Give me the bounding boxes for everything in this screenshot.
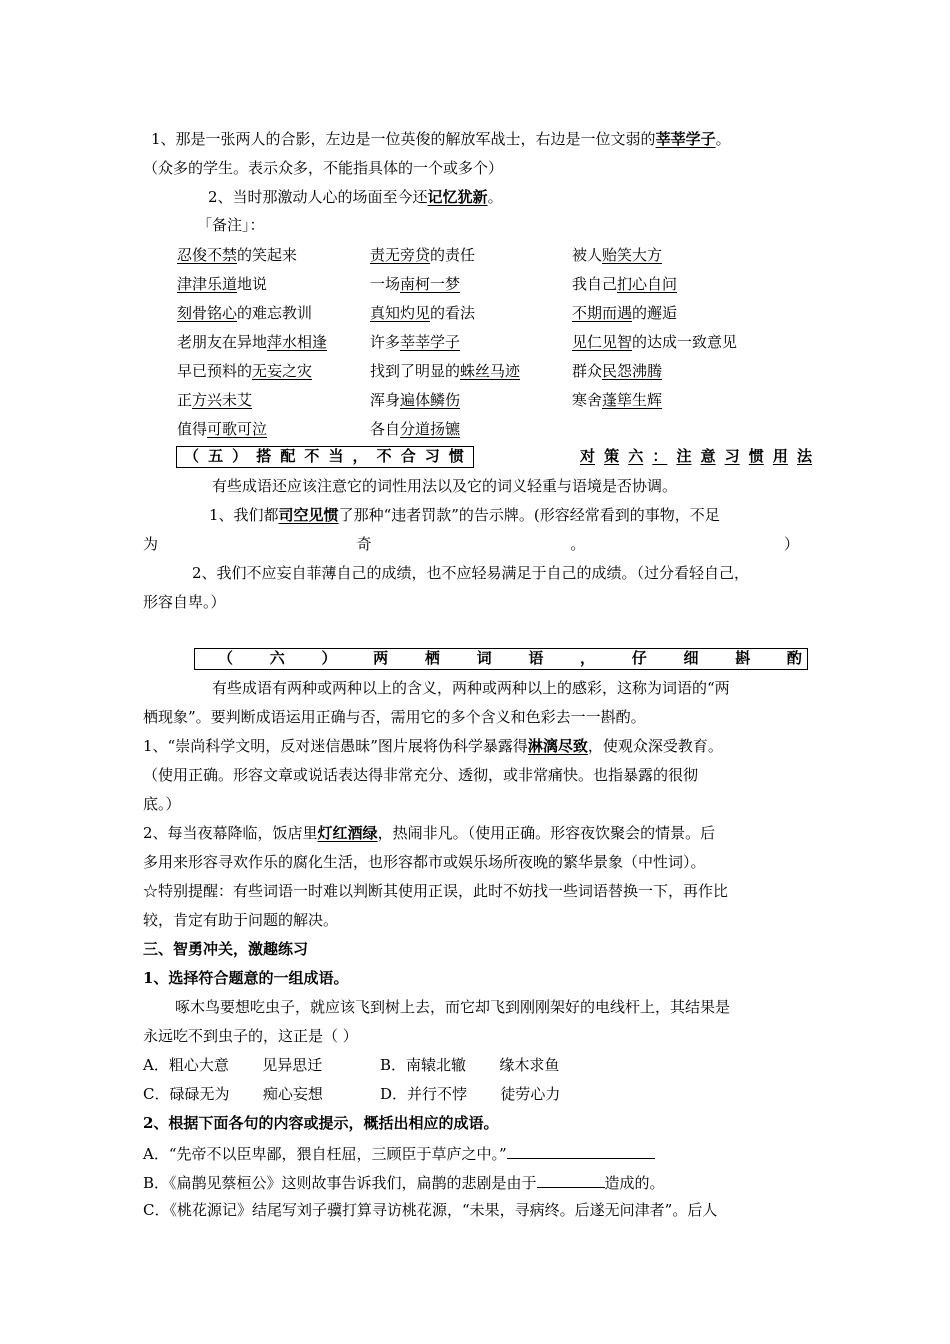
heading-char: 用 (772, 447, 788, 465)
heading-char: 配 (280, 447, 296, 465)
idiom-item (177, 332, 327, 354)
question-2-c: C．《桃花源记》结尾写刘子骥打算寻访桃花源，“未果，寻病终。后遂无问津者”。后人 (143, 1201, 718, 1219)
idiom-word: 责无旁贷 (370, 246, 431, 264)
idiom-word: 南柯一梦 (400, 275, 461, 293)
option-b: B．南辕北辙 缘木求鱼 (380, 1056, 560, 1074)
idiom-context: 正 (177, 391, 193, 409)
section-6-example-1-cont: （使用正确。形容文章或说话表达得非常充分、透彻，或非常痛快。也指暴露的很彻 (143, 766, 699, 784)
idiom-word: 莘莘学子 (400, 333, 461, 351)
note-label: 「备注」： (197, 216, 265, 234)
idiom-word: 民怨沸腾 (602, 362, 663, 380)
heading-char: 不 (304, 447, 320, 465)
idiom-word: 津津乐道 (177, 275, 238, 293)
heading-char: 法 (796, 447, 812, 465)
heading-char: 两 (373, 649, 389, 667)
key-idiom: 淋漓尽致 (527, 737, 588, 755)
heading-char: 策 (604, 447, 620, 465)
section-6-heading (218, 648, 802, 670)
idiom-word: 分道扬镳 (400, 420, 461, 438)
heading-char: 六 (628, 447, 644, 465)
idiom-context: 的笑起来 (237, 246, 298, 264)
idiom-item (572, 274, 677, 296)
idiom-word: 蓬筚生辉 (602, 391, 663, 409)
heading-char: ： (652, 447, 668, 465)
idiom-item (572, 361, 662, 383)
heading-char: 对 (580, 447, 596, 465)
idiom-context: 的看法 (430, 304, 476, 322)
idiom-item (370, 361, 520, 383)
idiom-context: 老朋友在异地 (177, 333, 268, 351)
idiom-context: 群众 (572, 362, 603, 380)
idiom-context: 寒舍 (572, 391, 603, 409)
heading-char: 为 (143, 535, 159, 553)
idiom-item (370, 274, 460, 296)
section-6-example-1 (143, 736, 723, 758)
idiom-item (177, 390, 252, 412)
idiom-word: 无妄之灾 (252, 362, 313, 380)
special-tip-cont: 较，肯定有助于问题的解决。 (143, 911, 339, 929)
section-5-example-1-cont (143, 534, 799, 556)
section-5-example-2: 2、我们不应妄自菲薄自己的成绩，也不应轻易满足于自己的成绩。（过分看轻自己， (192, 564, 750, 582)
idiom-context: 被人 (572, 246, 603, 264)
section-6-intro-1: 有些成语有两种或两种以上的含义，两种或两种以上的感彩，这称为词语的“两 (212, 679, 730, 697)
heading-char: ） (321, 649, 337, 667)
heading-char: ） (783, 535, 799, 553)
section-5-intro: 有些成语还应该注意它的词性用法以及它的词义轻重与语境是否协调。 (212, 477, 678, 495)
idiom-context: 早已预料的 (177, 362, 253, 380)
idiom-item (572, 303, 677, 325)
idiom-context: 地说 (237, 275, 268, 293)
heading-char: 意 (700, 447, 716, 465)
strategy-6-heading (580, 446, 812, 468)
special-tip: ☆特别提醒：有些词语一时难以判断其使用正误，此时不妨找一些词语替换一下，再作比 (143, 882, 729, 900)
idiom-word: 不期而遇 (572, 304, 633, 322)
idiom-word: 方兴未艾 (192, 391, 253, 409)
idiom-item (572, 332, 737, 354)
idiom-word: 可歌可泣 (207, 420, 268, 438)
idiom-word: 遍体鳞伤 (400, 391, 461, 409)
idiom-item (177, 419, 267, 441)
text: 1、那是一张两人的合影，左边是一位英俊的解放军战士，右边是一位文弱的 (151, 130, 656, 148)
idiom-item (572, 390, 662, 412)
question-2-a (143, 1142, 655, 1164)
heading-char: 五 (208, 447, 224, 465)
idiom-context: 的责任 (430, 246, 476, 264)
heading-char: 语 (528, 649, 544, 667)
heading-char: 细 (683, 649, 699, 667)
heading-char: 注 (676, 447, 692, 465)
idiom-word: 真知灼见 (370, 304, 431, 322)
option-d: D．并行不悖 徒劳心力 (380, 1085, 561, 1103)
idiom-item (177, 274, 267, 296)
heading-char: 六 (269, 649, 285, 667)
answer-blank[interactable] (537, 1171, 605, 1188)
heading-char: 词 (476, 649, 492, 667)
example-line-2 (208, 187, 503, 209)
question-1-text: 啄木鸟要想吃虫子，就应该飞到树上去，而它却飞到刚刚架好的电线杆上，其结果是 (175, 998, 731, 1016)
idiom-word: 刻骨铭心 (177, 304, 238, 322)
heading-char: 习 (424, 447, 440, 465)
question-2-b (143, 1171, 665, 1193)
idiom-item (177, 303, 312, 325)
idiom-context: 一场 (370, 275, 401, 293)
idiom-context: 的难忘教训 (237, 304, 313, 322)
key-idiom: 灯红酒绿 (317, 824, 378, 842)
heading-char: 酌 (786, 649, 802, 667)
text: 1、我们都 (209, 506, 279, 524)
heading-char: （ (184, 447, 200, 465)
heading-char: 奇 (356, 535, 372, 553)
text: 2、每当夜幕降临，饭店里 (143, 824, 318, 842)
idiom-item (370, 390, 460, 412)
question-1-title: 1、选择符合题意的一组成语。 (143, 969, 349, 987)
key-idiom: 莘莘学子 (655, 130, 716, 148)
heading-char: 惯 (448, 447, 464, 465)
idiom-item (370, 245, 475, 267)
idiom-context: 浑身 (370, 391, 401, 409)
idiom-item (572, 245, 662, 267)
section-6-example-1-end: 底。） (143, 795, 181, 813)
heading-char: 搭 (256, 447, 272, 465)
text: B．《扁鹊见蔡桓公》这则故事告诉我们，扁鹊的悲剧是由于 (143, 1174, 537, 1192)
text: A．“先帝不以臣卑鄙，猥自枉屈，三顾臣于草庐之中。” (143, 1145, 507, 1163)
idiom-item (370, 303, 475, 325)
text: 造成的。 (604, 1174, 665, 1192)
heading-char: 不 (376, 447, 392, 465)
section-6-example-2 (143, 823, 715, 845)
key-idiom: 司空见惯 (278, 506, 339, 524)
heading-char: 合 (400, 447, 416, 465)
idiom-word: 蛛丝马迹 (460, 362, 521, 380)
explanation-line: （众多的学生。表示众多，不能指具体的一个或多个） (143, 159, 504, 177)
example-line-1 (151, 129, 731, 151)
question-1-text-cont: 永远吃不到虫子的，这正是（ ） (143, 1027, 358, 1045)
text: ，热闹非凡。（使用正确。形容夜饮聚会的情景。后 (377, 824, 716, 842)
part-3-title: 三、智勇冲关，激趣练习 (143, 940, 309, 958)
answer-blank[interactable] (507, 1142, 655, 1159)
text: 2、当时那激动人心的场面至今还 (208, 188, 428, 206)
section-5-heading (184, 446, 464, 468)
idiom-item (177, 361, 312, 383)
idiom-context: 我自己 (572, 275, 618, 293)
idiom-word: 贻笑大方 (602, 246, 663, 264)
heading-char: 习 (724, 447, 740, 465)
heading-char: （ (218, 649, 234, 667)
question-2-title: 2、根据下面各句的内容或提示，概括出相应的成语。 (143, 1114, 499, 1132)
text: 。 (487, 188, 503, 206)
idiom-word: 扪心自问 (617, 275, 678, 293)
section-5-example-1 (209, 505, 720, 527)
idiom-word: 萍水相逢 (267, 333, 328, 351)
heading-char: 仔 (631, 649, 647, 667)
text: 了那种“违者罚款”的告示牌。(形容经常看到的事物，不足 (338, 506, 720, 524)
section-6-intro-2: 栖现象”。要判断成语运用正确与否，需用它的多个含义和色彩去一一斟酌。 (143, 708, 646, 726)
section-5-example-2-cont: 形容自卑。） (143, 593, 226, 611)
heading-char: ） (232, 447, 248, 465)
idiom-context: 的邂逅 (632, 304, 678, 322)
heading-char: 当 (328, 447, 344, 465)
heading-char: ， (352, 447, 368, 465)
option-c: C．碌碌无为 痴心妄想 (143, 1085, 323, 1103)
heading-char: 斟 (735, 649, 751, 667)
idiom-context: 许多 (370, 333, 401, 351)
text: 。 (715, 130, 731, 148)
idiom-item (177, 245, 297, 267)
heading-char: ， (580, 649, 596, 667)
idiom-word: 见仁见智 (572, 333, 633, 351)
idiom-context: 各自 (370, 420, 401, 438)
idiom-word: 忍俊不禁 (177, 246, 238, 264)
idiom-context: 的达成一致意见 (632, 333, 738, 351)
text: ，使观众深受教育。 (587, 737, 723, 755)
heading-char: 栖 (424, 649, 440, 667)
key-idiom: 记忆犹新 (427, 188, 488, 206)
idiom-item (370, 332, 460, 354)
option-a: A．粗心大意 见异思迁 (143, 1056, 323, 1074)
heading-char: 。 (570, 535, 586, 553)
text: 1、“崇尚科学文明，反对迷信愚昧”图片展将伪科学暴露得 (143, 737, 528, 755)
idiom-context: 值得 (177, 420, 208, 438)
idiom-item (370, 419, 460, 441)
section-6-example-2-cont: 多用来形容寻欢作乐的腐化生活，也形容都市或娱乐场所夜晚的繁华景象（中性词）。 (143, 853, 706, 871)
heading-char: 惯 (748, 447, 764, 465)
idiom-context: 找到了明显的 (370, 362, 461, 380)
